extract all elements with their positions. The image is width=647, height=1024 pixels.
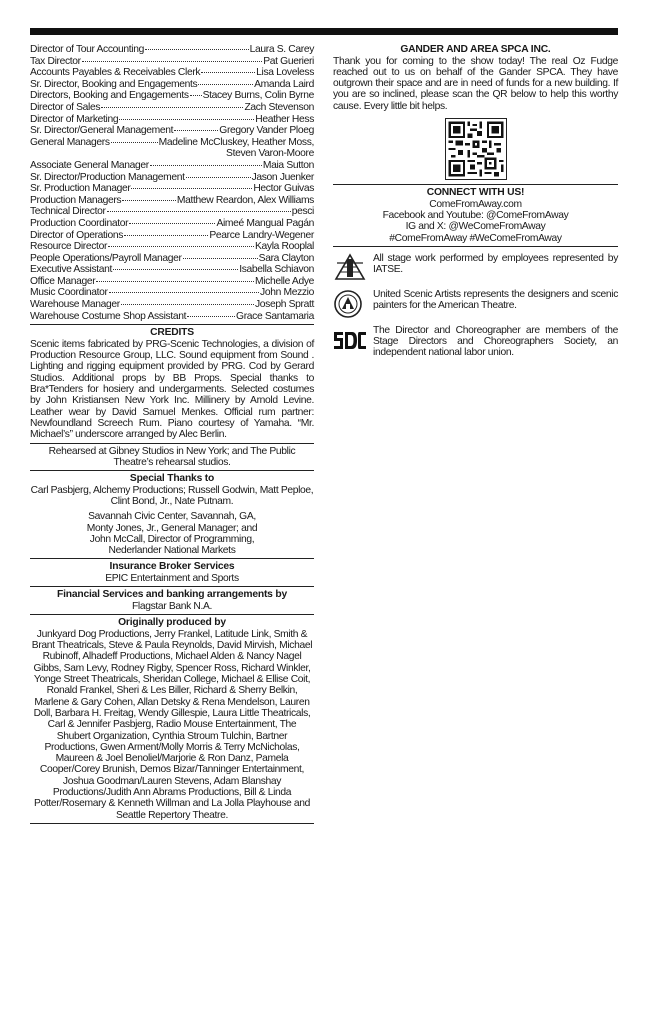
qr-code-icon[interactable] [445, 118, 507, 180]
staff-name: pesci [291, 206, 314, 218]
originally-produced-heading: Originally produced by [118, 617, 226, 629]
staff-title: Office Manager [30, 275, 96, 287]
financial-heading: Financial Services and banking arrangements by [56, 589, 287, 601]
staff-name: Pearce Landry-Wegener [209, 229, 314, 241]
staff-row [30, 79, 314, 91]
dot-leader [82, 61, 263, 62]
staff-name: Hector Guivas [253, 183, 314, 195]
staff-row [30, 44, 314, 56]
ig-x-handle: IG and X: @WeComeFromAway [405, 221, 546, 233]
staff-title: General Managers [30, 136, 110, 148]
spca-text: Thank you for coming to the show today! The real Oz Fudge reached out to us on behalf of the Gander SPCA. They have outgrown their space and are in need of funds for a new building. If you are so inclined, please scan the QR below to help this worthy cause. Every little bit helps. [333, 55, 618, 112]
dot-leader [145, 49, 249, 50]
special-thanks-text: Carl Pasbjerg, Alchemy Productions; Russell Godwin, Matt Peploe, Clint Bond, Jr., Nate Putnam. [30, 484, 314, 507]
left-column [30, 44, 314, 826]
staff-title: Director of Sales [30, 101, 101, 113]
staff-name: Kayla Rooplal [255, 241, 314, 253]
staff-name: Lisa Loveless [256, 67, 314, 79]
staff-row [30, 299, 314, 311]
staff-row [30, 67, 314, 79]
staff-row [30, 195, 314, 207]
union-sdc [333, 325, 618, 359]
spca-heading: GANDER AND AREA SPCA INC. [400, 44, 551, 55]
staff-title: Associate General Manager [30, 159, 149, 171]
staff-name: Amanda Laird [254, 78, 314, 90]
divider [333, 184, 618, 185]
dot-leader [198, 84, 253, 85]
staff-row [30, 287, 314, 299]
iatse-text: All stage work performed by employees represented by IATSE. [373, 252, 618, 276]
insurance-text: EPIC Entertainment and Sports [105, 573, 239, 585]
staff-name: Sara Clayton [258, 252, 314, 264]
dot-leader [124, 235, 208, 236]
staff-title: Sr. Director, Booking and Engagements [30, 78, 198, 90]
staff-title: People Operations/Payroll Manager [30, 252, 182, 264]
insurance-heading: Insurance Broker Services [109, 561, 235, 573]
staff-title: Director of Marketing [30, 113, 119, 125]
staff-row [30, 218, 314, 230]
divider [30, 324, 314, 325]
staff-name: Aimeé Mangual Pagán [216, 217, 314, 229]
iatse-logo-icon [333, 253, 367, 283]
facebook-youtube-handle: Facebook and Youtube: @ComeFromAway [382, 209, 569, 221]
staff-title: Resource Director [30, 241, 108, 253]
dot-leader [107, 211, 291, 212]
staff-name: Madeline McCluskey, Heather Moss, [158, 136, 314, 148]
staff-row [30, 102, 314, 114]
staff-title: Sr. Production Manager [30, 183, 131, 195]
connect-heading: CONNECT WITH US! [426, 187, 525, 199]
hashtags: #ComeFromAway #WeComeFromAway [389, 232, 562, 244]
staff-row [30, 230, 314, 242]
union-usa [333, 289, 618, 319]
dot-leader [108, 246, 254, 247]
staff-name: Laura S. Carey [249, 44, 314, 55]
dot-leader [101, 107, 243, 108]
staff-row [30, 264, 314, 276]
staff-title: Sr. Director/Production Management [30, 171, 185, 183]
staff-row [30, 206, 314, 218]
dot-leader [131, 188, 252, 189]
staff-name: Jason Juenker [251, 171, 314, 183]
divider [30, 443, 314, 444]
staff-row [30, 183, 314, 195]
divider [30, 586, 314, 587]
special-thanks-heading: Special Thanks to [129, 473, 215, 485]
union-iatse [333, 253, 618, 283]
staff-name: Heather Hess [255, 113, 314, 125]
dot-leader [186, 177, 251, 178]
credits-heading: CREDITS [150, 327, 194, 339]
staff-title: Warehouse Manager [30, 299, 120, 311]
financial-text: Flagstar Bank N.A. [131, 600, 213, 612]
staff-title: Music Coordinator [30, 287, 108, 299]
staff-row [30, 56, 314, 68]
dot-leader [187, 316, 235, 317]
dot-leader [111, 142, 158, 143]
right-column [333, 44, 618, 359]
dot-leader [121, 304, 254, 305]
staff-row [30, 311, 314, 323]
divider [30, 558, 314, 559]
staff-title: Executive Assistant [30, 264, 113, 276]
dot-leader [96, 281, 254, 282]
sdc-text: The Director and Choreographer are members of the Stage Directors and Choreographers Society, an independent national labor union. [373, 324, 618, 359]
staff-title: Production Coordinator [30, 217, 129, 229]
dot-leader [113, 269, 238, 270]
staff-name: Grace Santamaria [236, 310, 314, 322]
dot-leader [119, 119, 254, 120]
staff-row [30, 172, 314, 184]
dot-leader [109, 292, 259, 293]
staff-title: Directors, Booking and Engagements [30, 90, 189, 102]
dot-leader [190, 95, 202, 96]
staff-name: Michelle Adye [255, 275, 314, 287]
staff-name: John Mezzio [260, 287, 314, 299]
dot-leader [174, 130, 218, 131]
divider [30, 823, 314, 824]
divider [30, 614, 314, 615]
staff-name: Zach Stevenson [244, 101, 314, 113]
website-link[interactable]: ComeFromAway.com [429, 198, 522, 210]
staff-name: Matthew Reardon, Alex Williams [176, 194, 314, 206]
dot-leader [129, 223, 215, 224]
staff-row [30, 253, 314, 265]
staff-name: Gregory Vander Ploeg [219, 125, 314, 137]
staff-row [30, 241, 314, 253]
staff-row [30, 125, 314, 137]
staff-name: Isabella Schiavon [239, 264, 314, 276]
dot-leader [150, 165, 262, 166]
staff-row [30, 160, 314, 172]
staff-name: Stacey Burns, Colin Byrne [202, 90, 314, 102]
usa-text: United Scenic Artists represents the designers and scenic painters for the American Theatre. [373, 288, 618, 312]
staff-name: Maia Sutton [262, 159, 314, 171]
staff-title: Sr. Director/General Management [30, 125, 174, 137]
staff-title: Tax Director [30, 55, 81, 67]
staff-row [30, 90, 314, 102]
staff-list [30, 44, 314, 322]
staff-name-continued: Steven Varon-Moore [226, 148, 314, 160]
sdc-logo-icon [333, 325, 367, 355]
staff-title: Accounts Payables & Receivables Clerk [30, 67, 201, 79]
staff-title: Director of Operations [30, 229, 124, 241]
staff-row [30, 276, 314, 288]
divider [333, 246, 618, 247]
dot-leader [122, 200, 176, 201]
originally-produced-text: Junkyard Dog Productions, Jerry Frankel, Latitude Link, Smith & Brant Theatricals, Steve & Paula Reynolds, David Mirvish, Michael Rubinoff, Alhadeff Productions, Michael Alden & Nancy Nagel Gibbs, Sam Levy, Rodney Rigby, Spencer Ross, Richard Winkler, Yonge Street Theatricals, Sheridan College, Michael & Ellise Coit, Ronald Frankel, Sheri & Les Biller, Richard & Sherry Belkin, Marlene & Gary Cohen, Allan Detsky & Rena Mendelson, Lauren Doll, Barbara H. Freitag, Wendy Gillespie, Laura Little Theatricals, Carl & Jennifer Pasbjerg, Radio Mouse Entertainment, The Shubert Organization, Cynthia Stroum Tulchin, Bartner Productions, Gwen Arment/Molly Morris & Terry McNicholas, Maureen & Joel Benoliel/Marjorie & Ron Danz, Pamela Cooper/Corey Brunish, Demos Bizar/Tanninger Entertainment, Joshua Goodman/Lauren Stevens, Adam Blanshay Productions/Judith Ann Abrams Productions, Bill & Linda Potter/Rosemary & Kenneth Willman and La Jolla Playhouse and Seattle Repertory Theatre. [31, 628, 313, 821]
top-rule [30, 28, 618, 35]
staff-name: Pat Guerieri [263, 55, 314, 67]
divider [30, 470, 314, 471]
special-thanks-text: Savannah Civic Center, Savannah, GA, Monty Jones, Jr., General Manager; and John McCall, Director of Programming, Nederlander National Markets [86, 511, 258, 557]
staff-title: Warehouse Costume Shop Assistant [30, 310, 187, 322]
dot-leader [183, 258, 258, 259]
dot-leader [201, 72, 255, 73]
staff-title: Production Managers [30, 194, 122, 206]
staff-row [30, 137, 314, 149]
staff-name: Joseph Spratt [255, 299, 314, 311]
staff-row [30, 114, 314, 126]
rehearsed-text: Rehearsed at Gibney Studios in New York; and The Public Theatre’s rehearsal studios. [48, 445, 296, 468]
staff-title: Director of Tour Accounting [30, 44, 144, 55]
credits-text: Scenic items fabricated by PRG-Scenic Technologies, a division of Production Resource Group, LLC. Sound equipment from Sound . Lighting and rigging equipment provided by PRG. Cod by Gerard Studios. Additional props by BB Props. Special thanks to Bra*Tenders for hosiery and undergarments. Selected costumes by John Kristiansen New York Inc. Millinery by Arnold Levine. Leather wear by David Samuel Menkes. Official rum partner: Newfoundland Screech Rum. Piano courtesy of Yamaha. “Mr. Michael’s” underscore arranged by Alec Berlin. [30, 338, 314, 441]
staff-title: Technical Director [30, 206, 106, 218]
usa-829-logo-icon [333, 289, 367, 319]
